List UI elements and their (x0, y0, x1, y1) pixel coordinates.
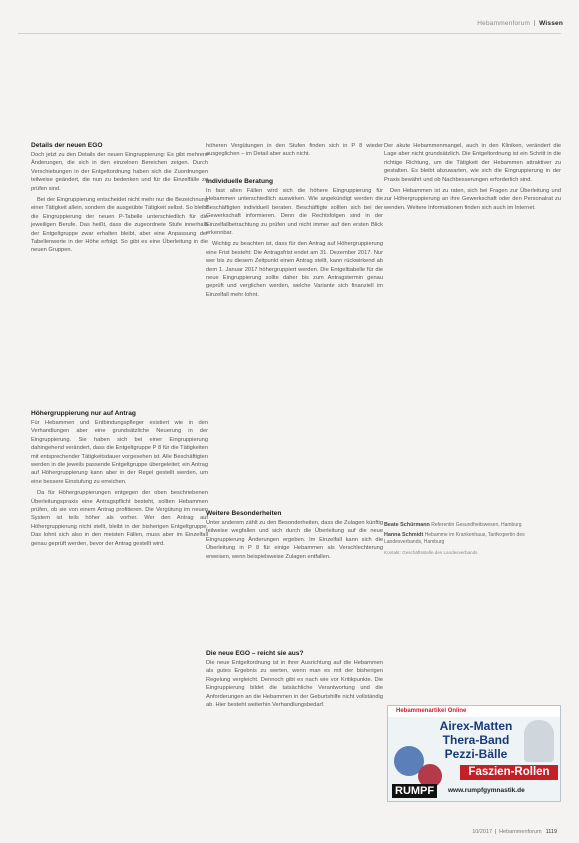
footer-magazine: Hebammenforum (499, 829, 542, 835)
advertisement[interactable] (387, 705, 561, 802)
author-entry (384, 522, 561, 529)
ad-product: Airex-Matten (439, 719, 513, 733)
section-weitere-besonderheiten (206, 510, 383, 564)
footer-divider (495, 829, 496, 834)
header-rule (18, 33, 561, 34)
author-desc: Hebamme im Krankenhaus, Tarifexpertin des Landesverbands, Hamburg (384, 532, 525, 546)
running-header (477, 20, 563, 27)
paragraph: Da für Höhergruppierungen entgegen der oben beschriebenen Überleitungspraxis eine Antragspflicht besteht, sollten Hebammen prüfen, ob sie von einem Antrag profitieren. Die Vergütung im neuen System ist teils höher als vorher. Wer den Antrag auf Höhergruppierung nicht stellt, bleibt in der bisherigen Entgeltgruppe. Das lohnt sich also in den meisten Fällen, muss aber im Einzelfall genau geprüft werden, bevor der Antrag gestellt wird. (31, 490, 208, 547)
footer-issue: 10/2017 (472, 829, 493, 835)
ad-product-highlight: Faszien-Rollen (460, 765, 558, 780)
section-details-ego (31, 142, 208, 258)
paragraph: Die neue Entgeltordnung ist in ihrer Ausrichtung auf die Hebammen als gutes Ergebnis zu werten, wenn man es mit der bisherigen Regelung vergleicht. Dennoch gibt es nach wie vor Kritikpunkte. Die Eingruppierung bildet die tatsächliche Verantwortung und die Anforderungen an die Hebammen in der Geburtshilfe nicht vollständig ab. Hier besteht weiterhin Verhandlungsbedarf. (206, 660, 383, 709)
section-neue-ego-reicht (206, 650, 383, 712)
paragraph: höheren Vergütungen in den Stufen finden sich in P 8 wieder ausgeglichen – im Detail aber auch nicht. (206, 143, 383, 158)
header-section: Wissen (539, 20, 563, 27)
ad-website-link[interactable]: www.rumpfgymnastik.de (448, 787, 525, 794)
section-heading: Höhergruppierung nur auf Antrag (31, 410, 136, 417)
author-desc: Referentin Gesundheitswesen, Hamburg (431, 522, 522, 528)
author-entry (384, 532, 561, 546)
author-name: Hanna Schmidt (384, 532, 424, 539)
page-number: 1119 (545, 829, 557, 835)
paragraph: Doch jetzt zu den Details der neuen Eingruppierung: Es gibt mehrere Änderungen, die sich in den einzelnen Bereichen zeigen. Durch Verschiebungen in der Entgeltordnung haben sich die Zuordnungen teilweise geändert, die nun zu bedenken und für die Einzelfälle zu prüfen sind. (31, 152, 208, 192)
section-heading: Die neue EGO – reicht sie aus? (206, 650, 304, 657)
section-heading: Details der neuen EGO (31, 142, 103, 149)
ad-logo: RUMPF (392, 784, 437, 798)
paragraph: Bei der Eingruppierung entscheidet nicht mehr nur die Bezeichnung einer Tätigkeit allein, sondern die ausgeübte Tätigkeit selbst. So bleibt die Eingruppierung der neuen P-Tabelle unterschiedlich für die jeweiligen Berufe. Das heißt, dass die zugeordnete Stufe innerhalb der Entgeltgruppe zwar erhalten bleibt, aber eine Anpassung der Tabellenwerte in der Höhe erfolgt. So gibt es eine Überleitung in die neuen Gruppen. (31, 197, 208, 254)
page-footer (472, 829, 557, 835)
author-name: Beate Schürmann (384, 522, 430, 528)
ad-product: Pezzi-Bälle (444, 747, 508, 761)
header-divider (534, 20, 535, 26)
paragraph: Der akute Hebammenmangel, auch in den Kliniken, verändert die Lage aber nicht grundsätzlich. Die Entgeltordnung ist ein Schritt in die richtige Richtung, um die Tätigkeit der Hebammen attraktiver zu gestalten. Es bleibt abzuwarten, wie sich die Eingruppierung in der Praxis bewährt und ob Nachbesserungen erforderlich sind. (384, 143, 561, 183)
paragraph: Für Hebammen und Entbindungspfleger existiert wie in den Verhandlungen aber eine grundsätzliche Neuerung in der Eingruppierung. Sie haben sich bei einer Eingruppierung dahingehend verändert, dass die Entgeltgruppe P 8 für die Tätigkeiten mit entsprechender Tätigkeitsdauer vorgesehen ist. Alle Beschäftigten werden in die jeweils passende Entgeltgruppe übergeleitet; ein Antrag auf Höhergruppierung kann aber in der Regel gestellt werden, um eine bessere Einstufung zu erreichen. (31, 420, 208, 485)
ad-product: Thera-Band (442, 733, 510, 747)
paragraph: In fast allen Fällen wird sich die höhere Eingruppierung für Hebammen unterschiedlich auswirken. Wie angekündigt werden die Beschäftigten individuell beraten. Beschäftigte sollten sich bei der Gewerkschaft informieren. Denn die Rechtsfolgen sind in der Einzelfallbetrachtung zu prüfen und nicht immer auf den ersten Blick erkennbar. (206, 188, 383, 237)
section-hoehergruppierung (31, 410, 208, 551)
header-magazine: Hebammenforum (477, 20, 531, 27)
section-individuelle-beratung (206, 178, 383, 302)
section-conclusion (384, 142, 561, 215)
ad-tagline: Hebammenartikel Online (388, 706, 560, 717)
continued-text (206, 142, 383, 162)
section-heading: Individuelle Beratung (206, 178, 274, 185)
author-meta: Kontakt: Geschäftsstelle des Landesverbands (384, 549, 478, 555)
author-box (384, 522, 561, 556)
section-heading: Weitere Besonderheiten (206, 510, 282, 517)
paragraph: Unter anderem zählt zu den Besonderheiten, dass die Zulagen künftig teilweise wegfallen und sich durch die Überleitung auf die neue Eingruppierung Änderungen ergeben. Im Einzelfall kann sich die Überleitung in P 8 für einige Hebammen als Verschlechterung erweisen, wenn beispielsweise Zulagen entfallen. (206, 520, 383, 560)
paragraph: Wichtig zu beachten ist, dass für den Antrag auf Höhergruppierung eine Frist besteht: Die Antragsfrist endet am 31. Dezember 2017. Nur wer bis zu diesem Zeitpunkt einen Antrag stellt, kann rückwirkend ab dem 1. Januar 2017 höhergruppiert werden. Die Entgelttabelle für die neue Eingruppierung sollte daher bis zum Antragstermin genau geprüft und verglichen werden, welche Variante sich finanziell im Einzelfall mehr lohnt. (206, 241, 383, 298)
paragraph: Den Hebammen ist zu raten, sich bei Fragen zur Überleitung und zur Höhergruppierung an ihre Gewerkschaft oder den Personalrat zu wenden. Weitere Informationen finden sich auch im Internet. (384, 188, 561, 211)
